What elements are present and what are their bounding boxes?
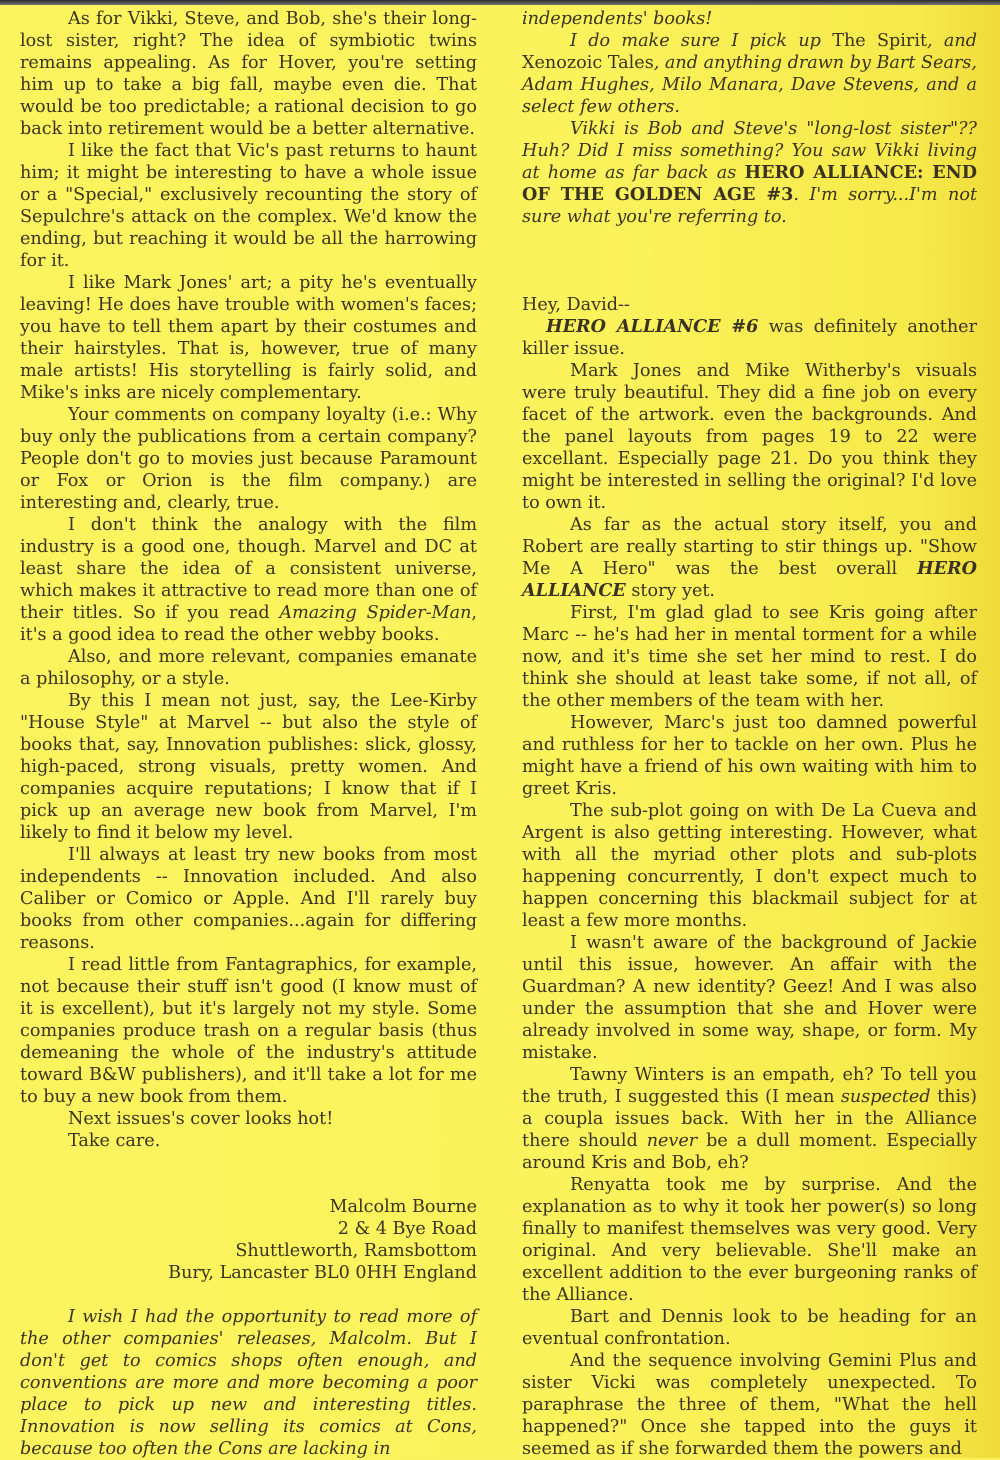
- reply-paragraph: [522, 118, 977, 228]
- letter-paragraph: [20, 514, 477, 646]
- signature-name: Malcolm Bourne: [329, 1197, 477, 1217]
- editor-reply: [20, 1306, 477, 1460]
- letter-paragraph: Also, and more relevant, companies emanate a philosophy, or a style.: [20, 647, 477, 689]
- comic-title: Xenozoic Tales: [522, 53, 654, 73]
- paragraph-text: story yet.: [625, 581, 716, 601]
- letter-signature: [20, 1196, 477, 1284]
- letter-paragraph: Next issues's cover looks hot!: [68, 1109, 334, 1129]
- letter-paragraph: However, Marc's just too damned powerful and ruthless for her to tackle on her own. Plus he might have a friend of his own waiting with him to greet Kris.: [522, 713, 977, 799]
- paragraph-text: this) a coupla issues back. With her in the Alliance there should: [522, 1087, 977, 1151]
- letter-paragraph: I like the fact that Vic's past returns to haunt him; it might be interesting to have a whole issue or a "Special," exclusively recounting the story of Sepulchre's attack on the complex. We'd know the ending, but reaching it would be all the harrowing for it.: [20, 141, 477, 271]
- letter-paragraph: Take care.: [68, 1131, 161, 1151]
- paragraph-text: As far as the actual story itself, you and Robert are really starting to stir things up. "Show Me A Hero" was the best overall: [522, 515, 977, 579]
- letter-paragraph: I'll always at least try new books from most independents -- Innovation included. And also Caliber or Comico or Apple. And I'll rarely buy books from other companies...again for differing reasons.: [20, 845, 477, 953]
- reply-text: , and: [927, 31, 977, 51]
- letter-greeting: Hey, David--: [522, 295, 630, 315]
- spacer: [522, 228, 977, 294]
- letter-paragraph: [522, 316, 977, 360]
- comic-title: HERO ALLIANCE #6: [546, 316, 759, 337]
- emphasis: never: [646, 1131, 698, 1151]
- top-border: [0, 0, 1000, 5]
- letter-paragraph: The sub-plot going on with De La Cueva and Argent is also getting interesting. However, what with all the myriad other plots and sub-plots happening concurrently, I don't expect much to happen concerning this blackmail subject for at least a few more months.: [522, 801, 977, 931]
- comic-title: HERO ALLIANCE: [522, 558, 977, 601]
- paragraph-text: be a dull moment. Especially around Kris and Bob, eh?: [522, 1131, 977, 1173]
- signature-address-line: Bury, Lancaster BL0 0HH England: [168, 1263, 477, 1283]
- reply-text: I do make sure I pick up: [570, 31, 833, 51]
- letter-malcolm: [20, 8, 477, 1152]
- letter-paragraph: Your comments on company loyalty (i.e.: Why buy only the publications from a certain company? People don't go to movies just because Paramount or Fox or Orion is the film company.) are interesting and, clearly, true.: [20, 405, 477, 513]
- reply-paragraph: independents' books!: [522, 9, 713, 29]
- letter-david: [522, 294, 977, 1460]
- comic-title: Amazing Spider-Man: [279, 603, 472, 623]
- letter-paragraph: I read little from Fantagraphics, for example, not because their stuff isn't good (I know must of it is excellent), but it's largely not my style. Some companies produce trash on a regular basis (thus demeaning the whole of the industry's attitude toward B&W publishers), and it'll take a lot for me to buy a new book from them.: [20, 955, 477, 1107]
- letter-paragraph: First, I'm glad glad to see Kris going after Marc -- he's had her in mental torment for a while now, and it's time she set her mind to rest. I do think she should at least take some, if not all, of the other members of the team with her.: [522, 603, 977, 711]
- signature-address-line: 2 & 4 Bye Road: [337, 1219, 477, 1239]
- comic-title: HERO ALLIANCE: END OF THE GOLDEN AGE #3: [522, 162, 977, 205]
- left-column: [20, 8, 477, 1460]
- comic-title: The Spirit: [832, 31, 928, 51]
- reply-text: Vikki is Bob and Steve's "long-lost sister"?? Huh? Did I miss something? You saw Vikki living at home as far back as: [522, 119, 977, 183]
- letter-paragraph: As for Vikki, Steve, and Bob, she's their long-lost sister, right? The idea of symbiotic twins remains appealing. As for Hover, you're setting him up to take a big fall, maybe even die. That would be too predictable; a rational decision to go back into retirement would be a better alternative.: [20, 9, 477, 139]
- letter-paragraph: And the sequence involving Gemini Plus and sister Vicki was completely unexpected. To paraphrase the three of them, "What the hell happened?" Once she tapped into the guys it seemed as if she forwarded them the powers and: [522, 1351, 977, 1459]
- paragraph-text: Tawny Winters is an empath, eh? To tell you the truth, I suggested this (I mean: [522, 1065, 977, 1107]
- spacer: [20, 1284, 477, 1306]
- reply-text: . I'm sorry...I'm not sure what you're referring to.: [522, 185, 978, 227]
- letter-paragraph: [522, 514, 977, 602]
- reply-text: , and anything drawn by Bart Sears, Adam Hughes, Milo Manara, Dave Stevens, and a select few others.: [522, 53, 977, 117]
- letter-paragraph: Mark Jones and Mike Witherby's visuals were truly beautiful. They did a fine job on every facet of the artwork. even the backgrounds. And the panel layouts from pages 19 to 22 were excellant. Especially page 21. Do you think they might be interested in selling the original? I'd love to own it.: [522, 361, 977, 513]
- letter-paragraph: Bart and Dennis look to be heading for an eventual confrontation.: [522, 1307, 977, 1349]
- paragraph-text: was definitely another killer issue.: [522, 317, 977, 359]
- editor-reply-continued: [522, 8, 977, 228]
- reply-paragraph: I wish I had the opportunity to read more of the other companies' releases, Malcolm. But I don't get to comics shops often enough, and conventions are more and more becoming a poor place to pick up new and interesting titles. Innovation is now selling its comics at Cons, because too often the Cons are lacking in: [20, 1307, 477, 1459]
- emphasis: suspected: [840, 1087, 931, 1107]
- letter-paragraph: I like Mark Jones' art; a pity he's eventually leaving! He does have trouble with women's faces; you have to tell them apart by their costumes and their hairstyles. That is, however, true of many male artists! His storytelling is fairly solid, and Mike's inks are nicely complementary.: [20, 273, 477, 403]
- right-column: [522, 8, 977, 1460]
- signature-address-line: Shuttleworth, Ramsbottom: [235, 1241, 477, 1261]
- paragraph-text: , it's a good idea to read the other webby books.: [20, 603, 477, 645]
- letter-paragraph: I wasn't aware of the background of Jackie until this issue, however. An affair with the Guardman? A new identity? Geez! And I was also under the assumption that she and Hover were already involved in some way, shape, or form. My mistake.: [522, 933, 977, 1063]
- paragraph-text: I don't think the analogy with the film industry is a good one, though. Marvel and DC at least share the idea of a consistent universe, which makes it attractive to read more than one of their titles. So if you read: [20, 515, 477, 623]
- letter-paragraph: [522, 1064, 977, 1174]
- letter-paragraph: Renyatta took me by surprise. And the explanation as to why it took her power(s) so long finally to manifest themselves was very good. Very original. And very believable. She'll make an excellent addition to the ever burgeoning ranks of the Alliance.: [522, 1175, 977, 1305]
- reply-paragraph: [522, 30, 977, 118]
- letter-paragraph: By this I mean not just, say, the Lee-Kirby "House Style" at Marvel -- but also the style of books that, say, Innovation publishes: slick, glossy, high-paced, strong visuals, pretty women. And companies acquire reputations; I know that if I pick up an average new book from Marvel, I'm likely to find it below my level.: [20, 691, 477, 843]
